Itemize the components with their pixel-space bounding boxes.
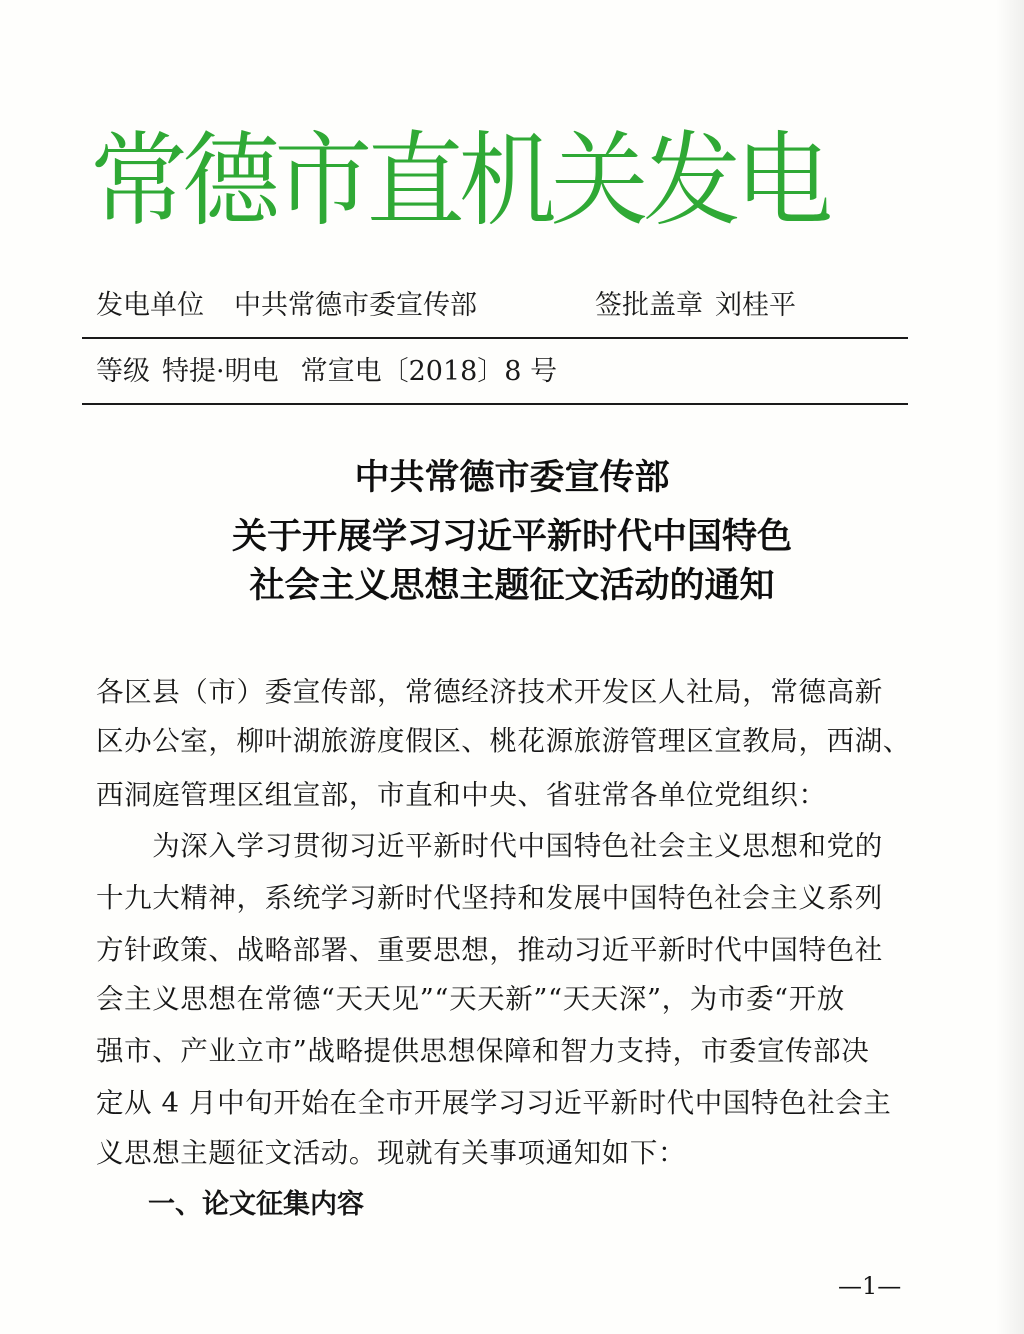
document-title-line-3: 社会主义思想主题征文活动的通知: [249, 566, 775, 606]
body-line: 各区县（市）委宣传部，常德经济技术开发区人社局，常德高新: [96, 676, 883, 708]
sender-value: 中共常德市委宣传部: [234, 290, 477, 321]
masthead-title: 常德市直机关发电: [90, 122, 828, 241]
signer-label: 签批盖章: [595, 290, 703, 321]
document-title-line-2: 关于开展学习习近平新时代中国特色: [231, 517, 792, 557]
body-line: 十九大精神，系统学习新时代坚持和发展中国特色社会主义系列: [96, 882, 883, 914]
document-title-line-1: 中共常德市委宣传部: [354, 458, 670, 498]
level-row: [96, 352, 557, 392]
scan-edge-shadow: [996, 0, 1024, 1334]
header-divider-bottom: [82, 403, 908, 405]
page-number: —1—: [838, 1272, 902, 1300]
level-value: 特提·明电: [162, 356, 279, 387]
body-line: 会主义思想在常德“天天见”“天天新”“天天深”，为市委“开放: [96, 983, 845, 1015]
signer-value: 刘桂平: [715, 290, 796, 321]
body-line: 方针政策、战略部署、重要思想，推动习近平新时代中国特色社: [96, 934, 883, 966]
level-label: 等级: [96, 356, 150, 387]
sender-row: [96, 286, 796, 326]
section-heading: 一、论文征集内容: [148, 1189, 364, 1220]
doc-number: 常宣电〔2018〕8 号: [300, 356, 558, 387]
sender-label: 发电单位: [96, 290, 204, 321]
body-line: 为深入学习贯彻习近平新时代中国特色社会主义思想和党的: [96, 830, 883, 862]
body-line: 西洞庭管理区组宣部，市直和中央、省驻常各单位党组织：: [96, 779, 827, 811]
header-divider-top: [82, 337, 908, 339]
body-line: 强市、产业立市”战略提供思想保障和智力支持，市委宣传部决: [96, 1035, 870, 1067]
body-line: 义思想主题征文活动。现就有关事项通知如下：: [96, 1137, 687, 1169]
body-line: 定从 4 月中旬开始在全市开展学习习近平新时代中国特色社会主: [96, 1087, 892, 1119]
body-line: 区办公室，柳叶湖旅游度假区、桃花源旅游管理区宣教局，西湖、: [96, 725, 911, 757]
